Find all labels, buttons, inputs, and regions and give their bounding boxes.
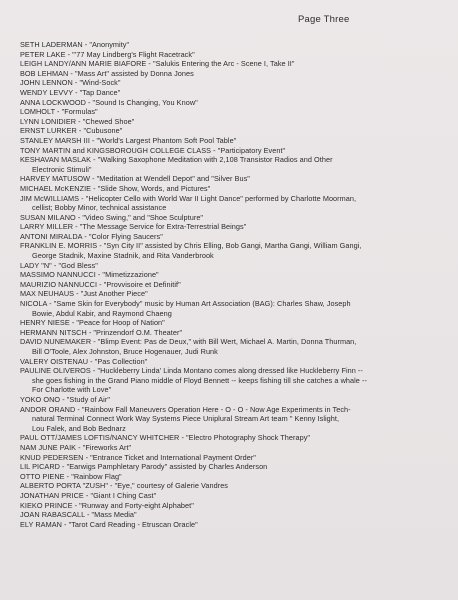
entry-continuation-line: natural Terminal Connect Work Way Systems Piece Uniplural Stream Art team " Kenny Islight, xyxy=(32,414,340,424)
entry-line: TONY MARTIN and KINGSBOROUGH COLLEGE CLASS - "Participatory Event" xyxy=(20,145,286,155)
entry-line: HARVEY MATUSOW - "Meditation at Wendell Depot" and "Silver Bus" xyxy=(20,174,250,184)
entry-line: FRANKLIN E. MORRIS - "Syn City II" assisted by Chris Elling, Bob Gangi, Martha Gangi, William Gangi, xyxy=(20,241,362,251)
entry-line: SETH LADERMAN - "Anonymity" xyxy=(20,40,130,49)
entry-list xyxy=(20,40,446,529)
entry-line: LARRY MILLER - "The Message Service for Extra-Terrestrial Beings" xyxy=(20,222,247,232)
entry-line: PAULINE OLIVEROS - "Huckleberry Linda' Linda Montano comes along dressed like Huckleberry Finn -- xyxy=(20,366,363,376)
entry-continuation-line: Lou Falek, and Bob Bednarz xyxy=(32,423,126,433)
entry-line: KESHAVAN MASLAK - "Walking Saxophone Meditation with 2,108 Transistor Radios and Other xyxy=(20,155,333,165)
entry-line: LIL PICARD - "Earwigs Pamphletary Parody" assisted by Charles Anderson xyxy=(20,462,268,472)
entry-line: KNUD PEDERSEN - "Entrance Ticket and International Payment Order" xyxy=(20,452,256,462)
entry-line: NICOLA - "Same Skin for Everybody" music by Human Art Association (BAG): Charles Shaw, Joseph xyxy=(20,299,351,309)
entry-line: SUSAN MILANO - "Video Swing," and "Shoe Sculpture" xyxy=(20,212,204,222)
entry-line: MASSIMO NANNUCCI - "Mimetizzazione" xyxy=(20,270,159,280)
entry-continuation-line: she goes fishing in the Grand Piano middle of Floyd Bennett -- keeps fishing till she catches a whale -- xyxy=(32,375,367,385)
entry-line: HERMANN NITSCH - "Prinzendorf O.M. Theater" xyxy=(20,327,183,337)
entry-line: LADY "N" - "God Bless" xyxy=(20,260,98,270)
entry-line: BOB LEHMAN - "Mass Art" assisted by Donna Jones xyxy=(20,68,194,78)
entry-line: JIM McWILLIAMS - "Helicopter Cello with World War II Light Dance" performed by Charlotte Moorman, xyxy=(20,193,357,203)
entry-line: ANNA LOCKWOOD - "Sound Is Changing, You Know" xyxy=(20,97,198,107)
entry-line: LOMHOLT - "Formulas" xyxy=(20,107,98,117)
entry-line: JOHN LENNON - "Wind-Sock" xyxy=(20,78,121,88)
entry-line: ANTONI MIRALDA - "Color Flying Saucers" xyxy=(20,231,163,241)
entry-continuation-line: Bowie, Abdul Kabir, and Raymond Chaeng xyxy=(32,308,172,318)
entry-line: MAX NEUHAUS - "Just Another Piece" xyxy=(20,289,148,299)
entry-line: YOKO ONO - "Study of Air" xyxy=(20,394,110,404)
entry-line: NAM JUNE PAIK - "Fireworks Art" xyxy=(20,442,132,452)
entry-continuation-line: George Stadnik, Maxine Stadnik, and Rita Vanderbrook xyxy=(32,251,214,261)
entry-line: WENDY LEVVY - "Tap Dance" xyxy=(20,87,121,97)
entry-line: ELY RAMAN - "Tarot Card Reading - Etruscan Oracle" xyxy=(20,519,198,529)
entry-line: JOAN RABASCALL - "Mass Media" xyxy=(20,510,137,520)
entry-line: MICHAEL McKENZIE - "Slide Show, Words, and Pictures" xyxy=(20,183,211,193)
entry-line: PETER LAKE - "'77 May Lindberg's Flight Racetrack" xyxy=(20,49,195,59)
entry-continuation-line: Electronic Stimuli" xyxy=(32,164,92,174)
entry-line: PAUL OTT/JAMES LOFTIS/NANCY WHITCHER - "Electro Photography Shock Therapy" xyxy=(20,433,311,443)
entry-line: OTTO PIENE - "Rainbow Flag" xyxy=(20,471,122,481)
entry-line: KIEKO PRINCE - "Runway and Forty-eight Alphabet" xyxy=(20,500,194,510)
entry-line: ALBERTO PORTA "ZUSH" - "Eye," courtesy of Galerie Vandres xyxy=(20,481,229,491)
entry-line: DAVID NUNEMAKER - "Blimp Event: Pas de Deux," with Bill Wert, Michael A. Martin, Donna Thurman, xyxy=(20,337,357,347)
page-title: Page Three xyxy=(298,14,350,25)
entry-line: MAURIZIO NANNUCCI - "Provvisoire et Definitif" xyxy=(20,279,181,289)
entry-line: JONATHAN PRICE - "Giant I Ching Cast" xyxy=(20,490,157,500)
entry-line: LYNN LONIDIER - "Chewed Shoe" xyxy=(20,116,135,126)
entry-line: ERNST LURKER - "Cubusone" xyxy=(20,126,123,136)
entry-continuation-line: For Charlotte with Love" xyxy=(32,385,112,395)
entry-line: LEIGH LANDY/ANN MARIE BIAFORE - "Salukis Entering the Arc - Scene I, Take II" xyxy=(20,59,295,69)
entry-line: STANLEY MARSH III - "World's Largest Phantom Soft Pool Table" xyxy=(20,135,237,145)
entry-continuation-line: Bill O'Toole, Alex Johnston, Bruce Hogenauer, Judi Runk xyxy=(32,347,218,356)
entry-line: VALERY OISTENAU - "Pas Collection" xyxy=(20,356,148,366)
entry-continuation-line: cellist; Bobby Minor, technical assistance xyxy=(32,203,167,213)
entry-line: HENRY NIESE - "Peace for Hoop of Nation" xyxy=(20,318,165,328)
entry-line: ANDOR ORAND - "Rainbow Fall Maneuvers Operation Here - O - O - Now Age Experiments in Tech- xyxy=(20,404,351,414)
